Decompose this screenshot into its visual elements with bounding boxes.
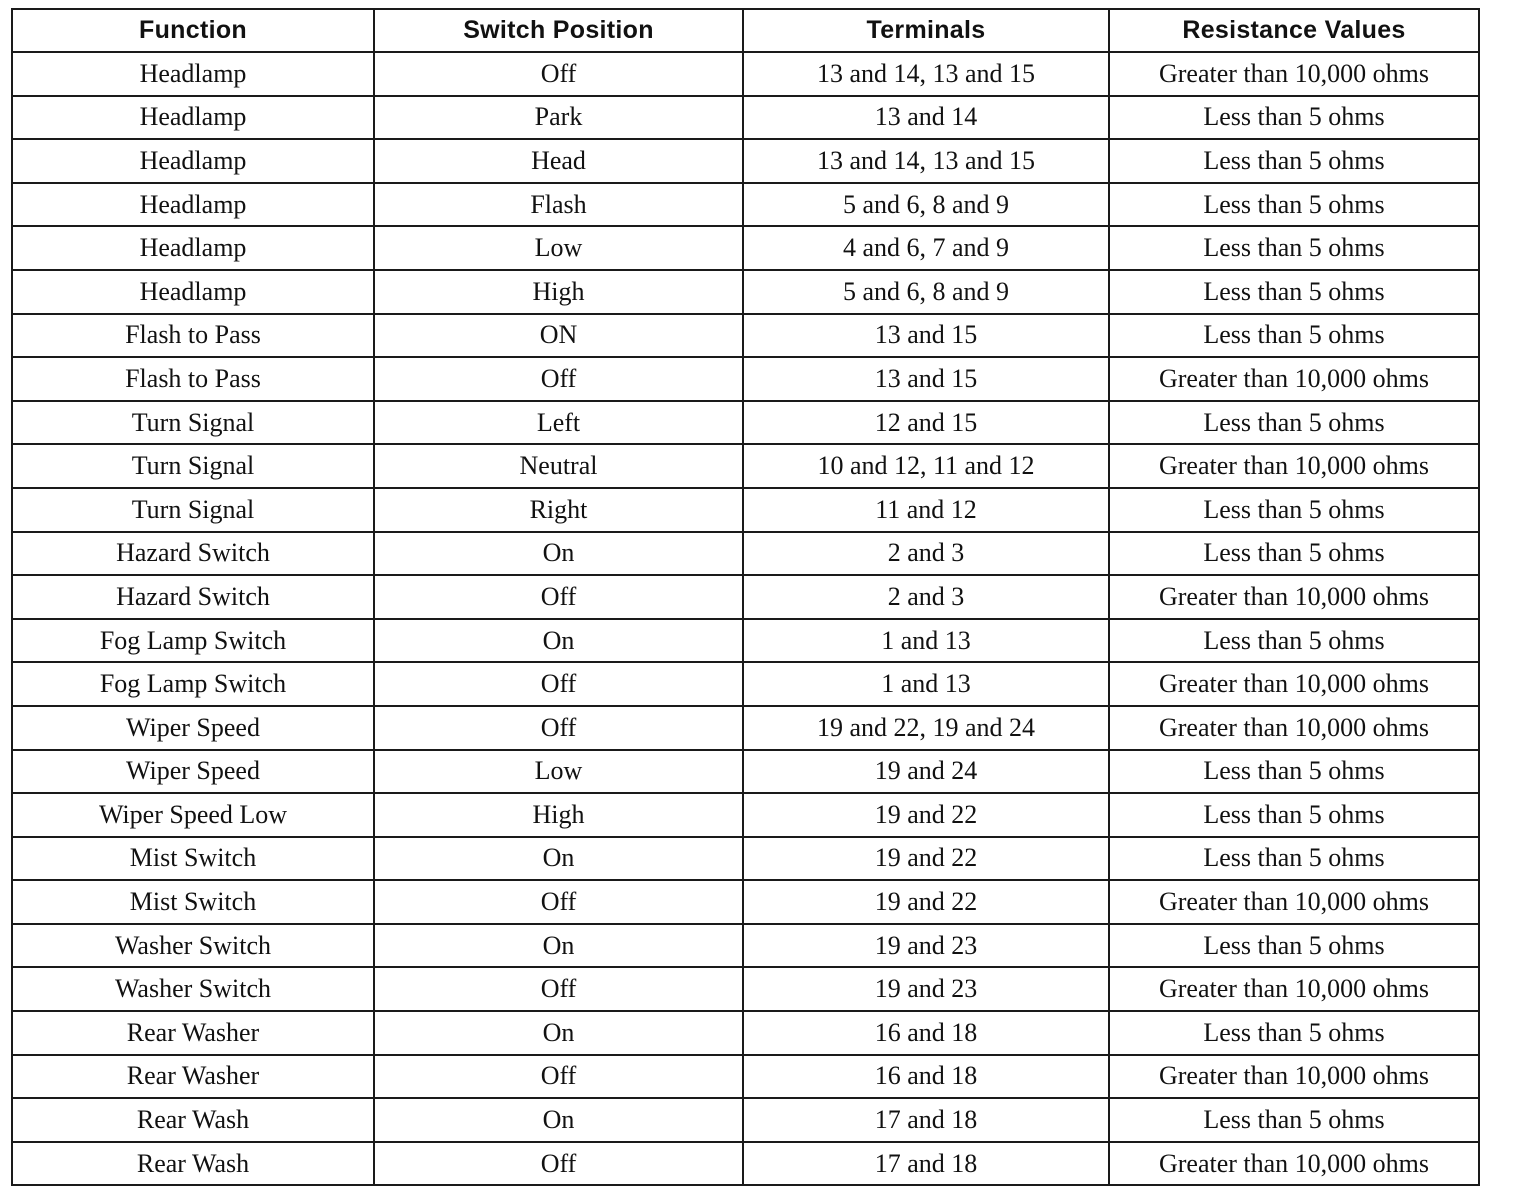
terminals-cell: 19 and 23 xyxy=(743,924,1109,968)
table-row xyxy=(12,967,1479,1011)
switch-position-cell: On xyxy=(374,1098,743,1142)
switch-test-table xyxy=(11,8,1480,1186)
table-row xyxy=(12,880,1479,924)
table-row xyxy=(12,488,1479,532)
resistance-cell: Greater than 10,000 ohms xyxy=(1109,1142,1479,1186)
terminals-cell: 13 and 14, 13 and 15 xyxy=(743,52,1109,96)
switch-position-cell: Neutral xyxy=(374,444,743,488)
table-row xyxy=(12,270,1479,314)
table-row xyxy=(12,183,1479,227)
resistance-cell: Greater than 10,000 ohms xyxy=(1109,967,1479,1011)
function-cell: Fog Lamp Switch xyxy=(12,662,374,706)
resistance-cell: Less than 5 ohms xyxy=(1109,183,1479,227)
switch-position-cell: Head xyxy=(374,139,743,183)
resistance-cell: Less than 5 ohms xyxy=(1109,226,1479,270)
resistance-cell: Less than 5 ohms xyxy=(1109,750,1479,794)
header-terminals: Terminals xyxy=(743,9,1109,52)
table-row xyxy=(12,357,1479,401)
switch-position-cell: On xyxy=(374,1011,743,1055)
switch-position-cell: Low xyxy=(374,750,743,794)
function-cell: Mist Switch xyxy=(12,880,374,924)
terminals-cell: 19 and 23 xyxy=(743,967,1109,1011)
switch-position-cell: On xyxy=(374,924,743,968)
resistance-cell: Less than 5 ohms xyxy=(1109,532,1479,576)
resistance-cell: Greater than 10,000 ohms xyxy=(1109,880,1479,924)
resistance-cell: Greater than 10,000 ohms xyxy=(1109,662,1479,706)
function-cell: Headlamp xyxy=(12,226,374,270)
switch-position-cell: ON xyxy=(374,314,743,358)
function-cell: Headlamp xyxy=(12,52,374,96)
resistance-cell: Less than 5 ohms xyxy=(1109,793,1479,837)
switch-position-cell: High xyxy=(374,793,743,837)
spec-sheet xyxy=(11,8,1478,1186)
function-cell: Rear Wash xyxy=(12,1098,374,1142)
terminals-cell: 11 and 12 xyxy=(743,488,1109,532)
resistance-cell: Less than 5 ohms xyxy=(1109,1011,1479,1055)
function-cell: Flash to Pass xyxy=(12,357,374,401)
terminals-cell: 1 and 13 xyxy=(743,662,1109,706)
table-row xyxy=(12,662,1479,706)
switch-position-cell: Off xyxy=(374,706,743,750)
resistance-cell: Greater than 10,000 ohms xyxy=(1109,1055,1479,1099)
terminals-cell: 12 and 15 xyxy=(743,401,1109,445)
resistance-cell: Greater than 10,000 ohms xyxy=(1109,706,1479,750)
table-row xyxy=(12,837,1479,881)
table-row xyxy=(12,619,1479,663)
table-header xyxy=(12,9,1479,52)
resistance-cell: Less than 5 ohms xyxy=(1109,314,1479,358)
terminals-cell: 1 and 13 xyxy=(743,619,1109,663)
table-row xyxy=(12,575,1479,619)
switch-position-cell: Off xyxy=(374,357,743,401)
switch-position-cell: On xyxy=(374,619,743,663)
function-cell: Headlamp xyxy=(12,139,374,183)
function-cell: Turn Signal xyxy=(12,401,374,445)
header-function: Function xyxy=(12,9,374,52)
function-cell: Wiper Speed Low xyxy=(12,793,374,837)
function-cell: Hazard Switch xyxy=(12,532,374,576)
function-cell: Headlamp xyxy=(12,270,374,314)
resistance-cell: Less than 5 ohms xyxy=(1109,488,1479,532)
table-row xyxy=(12,532,1479,576)
header-resistance-values: Resistance Values xyxy=(1109,9,1479,52)
table-row xyxy=(12,793,1479,837)
switch-position-cell: Right xyxy=(374,488,743,532)
function-cell: Rear Wash xyxy=(12,1142,374,1186)
table-row xyxy=(12,314,1479,358)
switch-position-cell: Flash xyxy=(374,183,743,227)
function-cell: Turn Signal xyxy=(12,488,374,532)
table-row xyxy=(12,139,1479,183)
terminals-cell: 2 and 3 xyxy=(743,575,1109,619)
terminals-cell: 19 and 22 xyxy=(743,793,1109,837)
function-cell: Rear Washer xyxy=(12,1055,374,1099)
switch-position-cell: Low xyxy=(374,226,743,270)
terminals-cell: 2 and 3 xyxy=(743,532,1109,576)
switch-position-cell: Off xyxy=(374,1055,743,1099)
function-cell: Turn Signal xyxy=(12,444,374,488)
function-cell: Wiper Speed xyxy=(12,750,374,794)
function-cell: Hazard Switch xyxy=(12,575,374,619)
table-row xyxy=(12,1055,1479,1099)
terminals-cell: 17 and 18 xyxy=(743,1142,1109,1186)
function-cell: Rear Washer xyxy=(12,1011,374,1055)
table-row xyxy=(12,924,1479,968)
resistance-cell: Less than 5 ohms xyxy=(1109,96,1479,140)
switch-position-cell: Off xyxy=(374,575,743,619)
terminals-cell: 5 and 6, 8 and 9 xyxy=(743,270,1109,314)
function-cell: Washer Switch xyxy=(12,924,374,968)
function-cell: Headlamp xyxy=(12,183,374,227)
switch-position-cell: Off xyxy=(374,880,743,924)
switch-position-cell: Left xyxy=(374,401,743,445)
terminals-cell: 5 and 6, 8 and 9 xyxy=(743,183,1109,227)
switch-position-cell: Off xyxy=(374,1142,743,1186)
resistance-cell: Less than 5 ohms xyxy=(1109,924,1479,968)
terminals-cell: 13 and 14 xyxy=(743,96,1109,140)
terminals-cell: 4 and 6, 7 and 9 xyxy=(743,226,1109,270)
table-row xyxy=(12,444,1479,488)
table-row xyxy=(12,52,1479,96)
function-cell: Headlamp xyxy=(12,96,374,140)
resistance-cell: Greater than 10,000 ohms xyxy=(1109,357,1479,401)
switch-position-cell: Off xyxy=(374,967,743,1011)
terminals-cell: 19 and 22 xyxy=(743,880,1109,924)
terminals-cell: 19 and 22 xyxy=(743,837,1109,881)
resistance-cell: Greater than 10,000 ohms xyxy=(1109,52,1479,96)
terminals-cell: 13 and 15 xyxy=(743,314,1109,358)
resistance-cell: Less than 5 ohms xyxy=(1109,837,1479,881)
terminals-cell: 10 and 12, 11 and 12 xyxy=(743,444,1109,488)
switch-position-cell: Park xyxy=(374,96,743,140)
table-row xyxy=(12,1098,1479,1142)
header-switch-position: Switch Position xyxy=(374,9,743,52)
terminals-cell: 16 and 18 xyxy=(743,1011,1109,1055)
resistance-cell: Less than 5 ohms xyxy=(1109,270,1479,314)
terminals-cell: 19 and 22, 19 and 24 xyxy=(743,706,1109,750)
resistance-cell: Less than 5 ohms xyxy=(1109,139,1479,183)
terminals-cell: 19 and 24 xyxy=(743,750,1109,794)
terminals-cell: 13 and 14, 13 and 15 xyxy=(743,139,1109,183)
function-cell: Fog Lamp Switch xyxy=(12,619,374,663)
table-body xyxy=(12,52,1479,1185)
terminals-cell: 17 and 18 xyxy=(743,1098,1109,1142)
table-row xyxy=(12,1142,1479,1186)
switch-position-cell: High xyxy=(374,270,743,314)
resistance-cell: Greater than 10,000 ohms xyxy=(1109,575,1479,619)
table-row xyxy=(12,750,1479,794)
table-row xyxy=(12,96,1479,140)
table-row xyxy=(12,706,1479,750)
switch-position-cell: On xyxy=(374,532,743,576)
terminals-cell: 16 and 18 xyxy=(743,1055,1109,1099)
resistance-cell: Less than 5 ohms xyxy=(1109,1098,1479,1142)
function-cell: Wiper Speed xyxy=(12,706,374,750)
terminals-cell: 13 and 15 xyxy=(743,357,1109,401)
function-cell: Flash to Pass xyxy=(12,314,374,358)
switch-position-cell: Off xyxy=(374,52,743,96)
table-row xyxy=(12,226,1479,270)
function-cell: Mist Switch xyxy=(12,837,374,881)
switch-position-cell: Off xyxy=(374,662,743,706)
header-row xyxy=(12,9,1479,52)
resistance-cell: Less than 5 ohms xyxy=(1109,619,1479,663)
resistance-cell: Less than 5 ohms xyxy=(1109,401,1479,445)
switch-position-cell: On xyxy=(374,837,743,881)
table-row xyxy=(12,401,1479,445)
function-cell: Washer Switch xyxy=(12,967,374,1011)
resistance-cell: Greater than 10,000 ohms xyxy=(1109,444,1479,488)
table-row xyxy=(12,1011,1479,1055)
